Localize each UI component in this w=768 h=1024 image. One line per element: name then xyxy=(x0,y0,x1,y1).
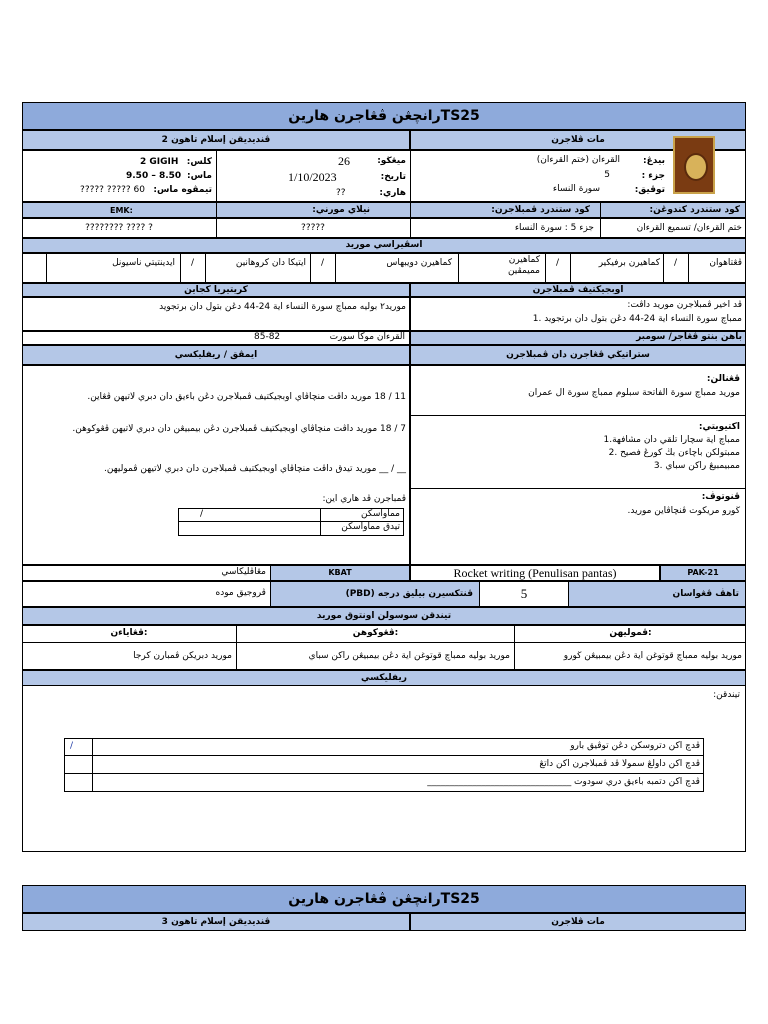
set-induksi-label: ڤڠنالن: xyxy=(706,374,740,384)
pengayaan-text: موريد دبريكن ڤمبارن كرجا xyxy=(133,651,232,661)
tahap-label: تاهڤ ڤڠواسان xyxy=(568,581,746,607)
page-2-subject-value: ڤنديديقن إسلام تاهون 3 xyxy=(22,913,410,931)
bahan-pages: 85-82 xyxy=(254,332,281,342)
masa-value: 9.50 – 8.50 xyxy=(126,171,182,181)
bahan-text: القرءان موكا سورت xyxy=(329,332,405,342)
aktiviti-item-2: ممبتولكن باچاءن بڬ كورڠ فصيح .2 xyxy=(608,448,740,458)
page-title: رانچڠن ڤڠاجرن هارينTS25 xyxy=(22,102,746,130)
refleksi-row-3[interactable]: ڤدچ اكن دتمبه باءيق دري سودوت ________________________________ xyxy=(427,777,700,787)
rocket-writing: Rocket writing (Penulisan pantas) xyxy=(410,565,660,581)
masa-label: ماس: xyxy=(187,171,212,181)
tempoh-value: 60 ????? ????? xyxy=(80,185,145,195)
aspirasi-item-6: / xyxy=(320,258,325,268)
tarikh-value: 1/10/2023 xyxy=(288,170,337,184)
impak-line-2: 7 / 18 موريد داڤت منچاڤاي اوبجيكتيف ڤمبلاجرن دڠن بيمبيڠن دان دبري لاتيهن ڤڠوكوهن. xyxy=(72,424,406,434)
aspirasi-item-9: ايدينتيتي ناسيونل xyxy=(112,258,175,268)
option-tidak-mamahami[interactable]: تيدق مماواسكن xyxy=(341,522,400,532)
tempoh-label: تيمڤوه ماس: xyxy=(153,185,212,195)
refleksi-row-2[interactable]: ڤدچ اكن داولڠ سمولا ڤد ڤمبلاجرن اكن داتڠ xyxy=(539,759,700,769)
bidang-label: بيدڠ: xyxy=(643,156,665,166)
emk-value: ???????? ???? ? xyxy=(85,223,153,233)
topik-value: سورة النساء xyxy=(552,184,600,194)
bidang-value: القرءان (ختم القرءان) xyxy=(536,155,620,165)
pbd-value: ڤروجيق موده xyxy=(215,588,266,598)
nilai-murni-label: نيلاي مورني: xyxy=(312,205,370,215)
refleksi-row-1-mark: / xyxy=(70,741,74,751)
topik-label: توڤيق: xyxy=(634,185,665,195)
refleksi-row-1[interactable]: ڤدچ اكن دتروسكن دڠن توڤيق بارو xyxy=(570,741,700,751)
minggu-value: 26 xyxy=(338,154,350,168)
impak-line-1: 11 / 18 موريد داڤت منچاڤاي اوبجيكتيف ڤمبلاجرن دڠن باءيق دان دبري لاتيهن ڤڠاين. xyxy=(87,392,406,402)
page-2-subject-label: مات ڤلاجرن xyxy=(410,913,746,931)
objektif-text-1: ڤد اخير ڤمبلاجرن موريد داڤت: xyxy=(627,300,742,310)
nilai-murni-value: ????? xyxy=(301,223,325,233)
juzuk-label: جزء : xyxy=(641,171,665,181)
tindakan-label: تيندقن: xyxy=(713,690,740,700)
aktiviti-item-3: ممبيمبيڠ راكن سباي .3 xyxy=(653,461,740,471)
aspirasi-item-0: ڤڠتاهوان xyxy=(709,258,742,268)
tahap-value: 5 xyxy=(520,586,528,601)
kriteria-text: موريد٢ بوليه ممباچ سورة النساء اية 24-44 دڠن بتول دان برتجويد xyxy=(159,302,406,312)
kelas-value: 2 GIGIH xyxy=(140,157,179,167)
aktiviti-label: اكتيويتي: xyxy=(698,422,740,432)
pak-label: PAK-21 xyxy=(660,565,746,581)
aspirasi-item-1: / xyxy=(673,258,678,268)
pengukuhan-label: ڤڠوكوهن: xyxy=(352,628,399,638)
pembelajaran-label: ڤمباجرن ڤد هاري اين: xyxy=(322,494,406,504)
kriteria-bar: كريتيريا كجاين xyxy=(22,283,410,297)
pengukuhan-text: موريد بوليه ممباچ قوتوغن اية دڠن بيمبيڠن راكن سباي xyxy=(308,651,510,661)
refleksi-bar: ريفليكسي xyxy=(22,670,746,686)
kod-kandungan-value: ختم القرءان/ تسميع القرءان xyxy=(636,223,742,233)
pbd-label: ڤنتكسيرن بيليق درجه (PBD) xyxy=(270,581,480,607)
aspirasi-item-4: كماهيرن مميمڤين xyxy=(507,255,540,276)
subject-label: مات ڤلاجرن xyxy=(410,130,746,150)
hari-value: ?? xyxy=(336,188,346,198)
quran-book-icon xyxy=(673,136,715,194)
emk-label: EMK: xyxy=(110,206,133,215)
option-mamahami[interactable]: مماواسكن xyxy=(361,509,400,519)
aspirasi-item-5: كماهيرن دويبهاس xyxy=(386,258,452,268)
tindakan-bar: تيندقن سوسولن اونتوق موريد xyxy=(22,607,746,625)
penutup-label: ڤنوتوڤ: xyxy=(701,492,740,502)
kelas-label: كلس: xyxy=(186,157,212,167)
aspirasi-item-8: / xyxy=(190,258,195,268)
kbat-label: KBAT xyxy=(270,565,410,581)
page-2-title: رانچڠن ڤڠاجرن هارينTS25 xyxy=(22,885,746,913)
bahan-label: باهن بنتو ڤڠاجر/ سومبر xyxy=(636,332,742,342)
subject-value: ڤنديديقن إسلام تاهون 2 xyxy=(22,130,410,150)
pengayaan-label: ڤڠاياءن: xyxy=(110,628,148,638)
mengaplikasi: مڠاڤليكاسي xyxy=(221,567,266,577)
kod-kandungan-label: كود ستندرد كندوڠن: xyxy=(649,205,740,215)
strategi-bar: ستراتيڬي ڤڠاجرن دان ڤمبلاجرن xyxy=(410,345,746,365)
impak-bar: ايمڤق / ريفليكسي xyxy=(22,345,410,365)
tarikh-label: تاريخ: xyxy=(380,172,406,182)
aspirasi-bar: اسڤيراسي موريد xyxy=(22,238,746,253)
penutup-text: ڬورو مريكوت ڤنچاڤاين موريد. xyxy=(627,506,740,516)
objektif-bar: اوبجيكتيف ڤمبلاجرن xyxy=(410,283,746,297)
impak-line-3: __ / __ موريد تيدق داڤت منچاڤاي اوبجيكتيف ڤمبلاجرن دان دبري لاتيهن ڤموليهن. xyxy=(104,464,406,474)
set-induksi-text: موريد ممباچ سورة الفاتحة سبلوم ممباچ سورة ال عمران xyxy=(528,388,740,398)
aspirasi-item-3: / xyxy=(555,258,560,268)
objektif-text-2: ممباچ سورة النساء اية 24-44 دڠن بتول دان برتجويد .1 xyxy=(532,314,742,324)
minggu-label: ميڠڬو: xyxy=(377,156,406,166)
pemulihan-label: ڤموليهن: xyxy=(609,628,652,638)
aktiviti-item-1: ممباچ اية سچارا تلقي دان مشافهة.1 xyxy=(603,435,740,445)
pemulihan-text: موريد بوليه ممباچ قوتوغن اية دڠن بيمبيڠن ڬورو xyxy=(563,651,742,661)
option-mamahami-mark: / xyxy=(200,509,204,519)
kod-pembelajaran-label: كود ستندرد ڤمبلاجرن: xyxy=(491,205,590,215)
aspirasi-item-7: ايتيكا دان كروهانين xyxy=(235,258,306,268)
kod-pembelajaran-value: جزء 5 : سورة النساء xyxy=(514,223,594,233)
aspirasi-item-2: كماهيرن برفيكير xyxy=(598,258,660,268)
juzuk-value: 5 xyxy=(604,170,610,180)
hari-label: هاري: xyxy=(379,188,406,198)
